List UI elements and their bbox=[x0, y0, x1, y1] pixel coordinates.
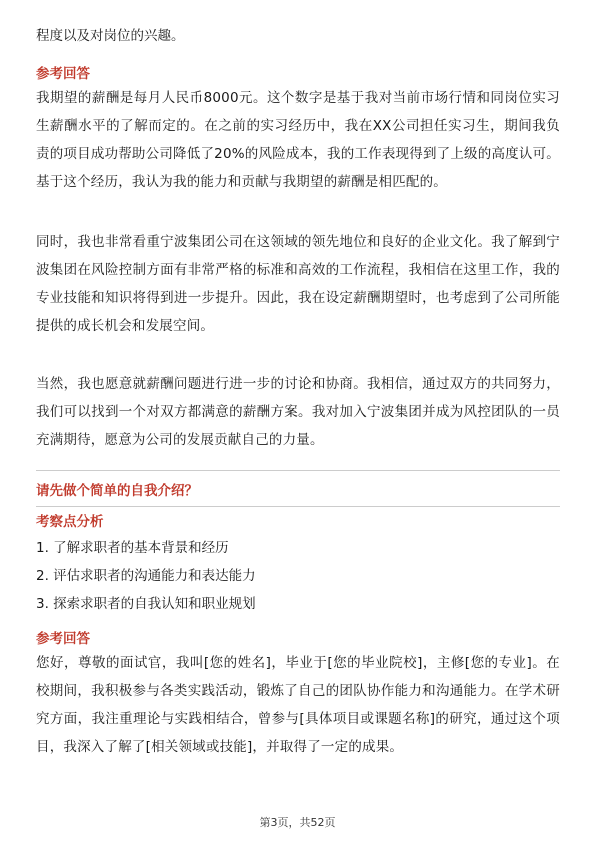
analysis-point-1: 1. 了解求职者的基本背景和经历 bbox=[36, 540, 229, 556]
answer1-paragraph-3 bbox=[36, 370, 560, 454]
intro-tail-text: 程度以及对岗位的兴趣。 bbox=[36, 28, 185, 44]
document-page bbox=[36, 0, 560, 842]
answer2-heading bbox=[36, 629, 560, 649]
answer2-paragraph bbox=[36, 649, 560, 761]
analysis-heading bbox=[36, 512, 560, 532]
question2-title-text: 请先做个简单的自我介绍？ bbox=[36, 483, 198, 499]
analysis-point-3: 3. 探索求职者的自我认知和职业规划 bbox=[36, 596, 256, 612]
question2-title bbox=[36, 481, 560, 501]
answer2-paragraph-text: 您好，尊敬的面试官，我叫[您的姓名]，毕业于[您的毕业院校]，主修[您的专业]。在校期间，我积极参与各类实践活动，锻炼了自己的团队协作能力和沟通能力。在学术研究方面，我注重理论与实践相结合，曾参与[具体项目或课题名称]的研究，通过这个项目，我深入了解了[相关领域或技能]，并取得了一定的成果。 bbox=[36, 655, 560, 755]
section-divider bbox=[36, 470, 560, 471]
question-divider bbox=[36, 506, 560, 507]
answer1-paragraph-text: 我期望的薪酬是每月人民币8000元。这个数字是基于我对当前市场行情和同岗位实习生薪酬水平的了解而定的。在之前的实习经历中，我在XX公司担任实习生，期间我负责的项目成功帮助公司降低了20%的风险成本，我的工作表现得到了上级的高度认可。基于这个经历，我认为我的能力和贡献与我期望的薪酬是相匹配的。 bbox=[36, 90, 560, 190]
answer1-paragraph-text: 同时，我也非常看重宁波集团公司在这领域的领先地位和良好的企业文化。我了解到宁波集团在风险控制方面有非常严格的标准和高效的工作流程，我相信在这里工作，我的专业技能和知识将得到进一步提升。因此，我在设定薪酬期望时，也考虑到了公司所能提供的成长机会和发展空间。 bbox=[36, 234, 560, 334]
page-footer: 第3页，共52页 bbox=[259, 816, 336, 829]
analysis-point-2: 2. 评估求职者的沟通能力和表达能力 bbox=[36, 568, 256, 584]
answer1-paragraph-2 bbox=[36, 228, 560, 340]
answer1-heading-text: 参考回答 bbox=[36, 66, 90, 82]
analysis-heading-text: 考察点分析 bbox=[36, 514, 104, 530]
answer2-heading-text: 参考回答 bbox=[36, 631, 90, 647]
answer1-paragraph-1 bbox=[36, 84, 560, 196]
answer1-paragraph-text: 当然，我也愿意就薪酬问题进行进一步的讨论和协商。我相信，通过双方的共同努力，我们可以找到一个对双方都满意的薪酬方案。我对加入宁波集团并成为风控团队的一员充满期待，愿意为公司的发展贡献自己的力量。 bbox=[36, 376, 560, 448]
answer1-heading bbox=[36, 64, 560, 84]
